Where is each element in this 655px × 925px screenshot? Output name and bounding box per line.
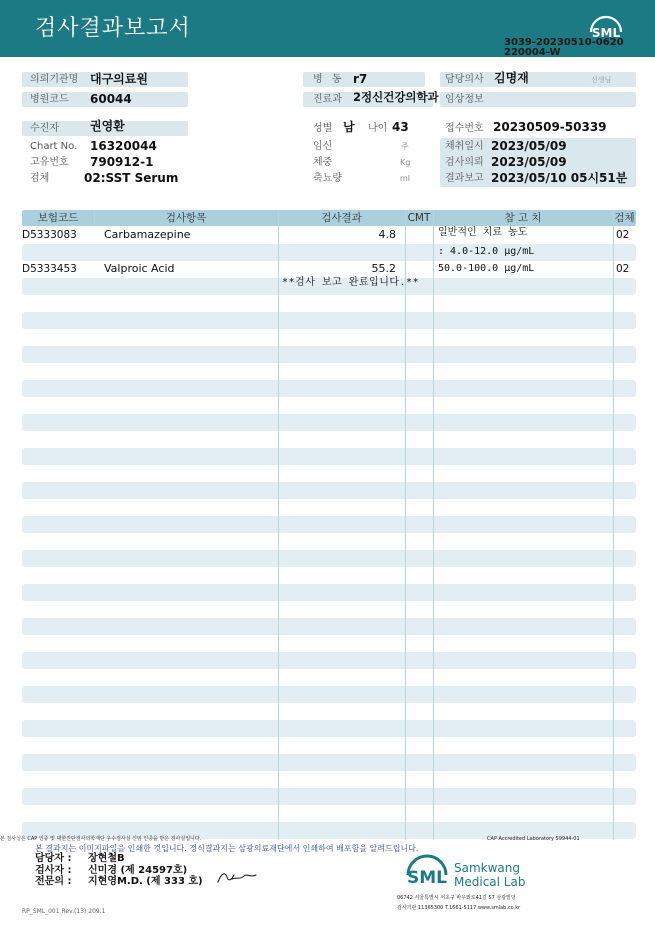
row2-result: 55.2 (371, 262, 396, 275)
specimen-label: 검체 (30, 173, 50, 184)
column-divider (433, 210, 434, 840)
weight-unit: Kg (400, 158, 411, 167)
col-result: 검사결과 (321, 212, 362, 224)
staff-manager-value: 장현철B (88, 853, 125, 864)
unique-no-label: 고유번호 (30, 157, 69, 168)
department-label: 진료과 (313, 94, 342, 105)
ward-value: r7 (353, 72, 368, 86)
col-test-item: 검사항목 (165, 212, 207, 224)
column-divider (278, 210, 279, 840)
header-logo-text: SML (591, 26, 621, 40)
institution-value: 대구의료원 (90, 72, 148, 86)
lab-name-line1: Samkwang (454, 861, 520, 875)
age-value: 43 (392, 120, 409, 134)
collected-label: 채취일시 (445, 141, 484, 152)
lab-address: 06742 서울특별시 서초구 바우뫼로41길 57 삼광빌딩 (397, 895, 516, 901)
staff-specialist-value: 지현영M.D. (제 333 호) (88, 876, 203, 887)
row2-code: D5333453 (22, 263, 77, 275)
table-stripe (22, 686, 636, 703)
row1-code: D5333083 (22, 229, 77, 241)
ward-label: 병 동 (313, 74, 345, 85)
table-stripe (22, 550, 636, 567)
row1-specimen: 02 (616, 229, 630, 241)
staff-tester-label: 검사자 : (35, 865, 72, 876)
staff-tester-value: 신미경 (제 24597호) (88, 865, 188, 876)
row1-result: 4.8 (378, 228, 396, 241)
col-cmt: CMT (407, 212, 431, 224)
table-stripe (22, 720, 636, 737)
sex-label: 성별 (313, 123, 333, 134)
signature-icon (216, 868, 258, 886)
row2-specimen: 02 (616, 263, 630, 275)
table-stripe (22, 618, 636, 635)
column-divider (405, 210, 406, 840)
doctor-suffix: 선생님 (591, 76, 612, 84)
reported-label: 결과보고 (445, 173, 484, 184)
table-stripe (22, 788, 636, 805)
requested-value: 2023/05/09 (491, 155, 567, 169)
receipt-no-label: 접수번호 (445, 123, 484, 134)
row1-reference-line1: 일반적인 치료 농도 (438, 227, 528, 238)
requested-label: 검사의뢰 (445, 157, 484, 168)
pregnancy-unit: 주 (401, 142, 409, 151)
patient-label: 수진자 (30, 123, 59, 134)
report-sub-number: 220004-W (504, 47, 561, 58)
footer-logo-text: SML (407, 868, 447, 888)
form-id: RP_SML_001 Rev.(13) 209.1 (22, 908, 106, 915)
sex-value: 남 (343, 120, 355, 134)
receipt-no-value: 20230509-50339 (493, 120, 607, 134)
age-label: 나이 (368, 123, 388, 134)
col-insurance-code: 보험코드 (37, 212, 79, 224)
chart-no-label: Chart No. (30, 141, 78, 152)
lab-name-line2: Medical Lab (454, 875, 526, 889)
print-notice: 본 결과지는 이미지파일을 인쇄한 것입니다. 정식결과지는 삼광의료재단에서 인쇄하여 배포함을 알려드립니다. (35, 844, 419, 853)
table-stripe (22, 312, 636, 329)
lab-contact: 검사기관 11365300 T.1661-5117 www.smlab.co.kr (397, 905, 521, 911)
table-stripe (22, 754, 636, 771)
urine-unit: ml (400, 174, 411, 183)
table-stripe (22, 482, 636, 499)
staff-manager-label: 담당자 : (35, 853, 72, 864)
collected-value: 2023/05/09 (491, 139, 567, 153)
samkwang-logo-icon (404, 851, 450, 893)
certification-note: 본 검사실은 CAP 인증 및 대한진단검사의학재단 우수검사실 신임 인증을 받은 검사실입니다. (0, 836, 202, 842)
chart-no-value: 16320044 (90, 139, 157, 153)
cap-note: CAP Accredited Laboratory 59944-01 (487, 836, 580, 842)
pregnancy-label: 임신 (313, 141, 333, 152)
table-stripe (22, 448, 636, 465)
col-specimen: 검체 (614, 212, 635, 224)
report-title: 검사결과보고서 (35, 16, 191, 41)
doctor-label: 담당의사 (445, 74, 484, 85)
column-divider (613, 210, 614, 840)
hospital-code-value: 60044 (90, 92, 132, 106)
row1-item: Carbamazepine (104, 228, 191, 241)
table-stripe (22, 516, 636, 533)
row1-reference-line2: : 4.0-12.0 μg/mL (438, 246, 535, 257)
department-value: 2정신건강의학과 (353, 90, 439, 104)
specimen-value: 02:SST Serum (84, 171, 179, 185)
table-stripe (22, 584, 636, 601)
table-stripe (22, 380, 636, 397)
patient-value: 권영환 (90, 119, 125, 133)
table-stripe (22, 652, 636, 669)
hospital-code-label: 병원코드 (30, 94, 69, 105)
report-complete-note: **검사 보고 완료입니다.** (282, 277, 420, 288)
weight-label: 체중 (313, 157, 333, 168)
institution-label: 의뢰기관명 (30, 74, 79, 85)
reported-value: 2023/05/10 05시51분 (491, 171, 628, 185)
report-number: 3039-20230510-0620 (504, 37, 624, 48)
col-reference: 참 고 치 (504, 212, 542, 224)
row2-item: Valproic Acid (104, 262, 175, 275)
column-divider (94, 210, 95, 226)
doctor-value: 김명재 (494, 71, 529, 85)
table-stripe (22, 244, 636, 261)
table-stripe (22, 346, 636, 363)
table-stripe (22, 414, 636, 431)
urine-label: 축뇨량 (313, 173, 342, 184)
staff-specialist-label: 전문의 : (35, 876, 72, 887)
clinical-label: 임상정보 (445, 94, 484, 105)
row2-reference: 50.0-100.0 μg/mL (438, 263, 535, 274)
unique-no-value: 790912-1 (90, 155, 154, 169)
